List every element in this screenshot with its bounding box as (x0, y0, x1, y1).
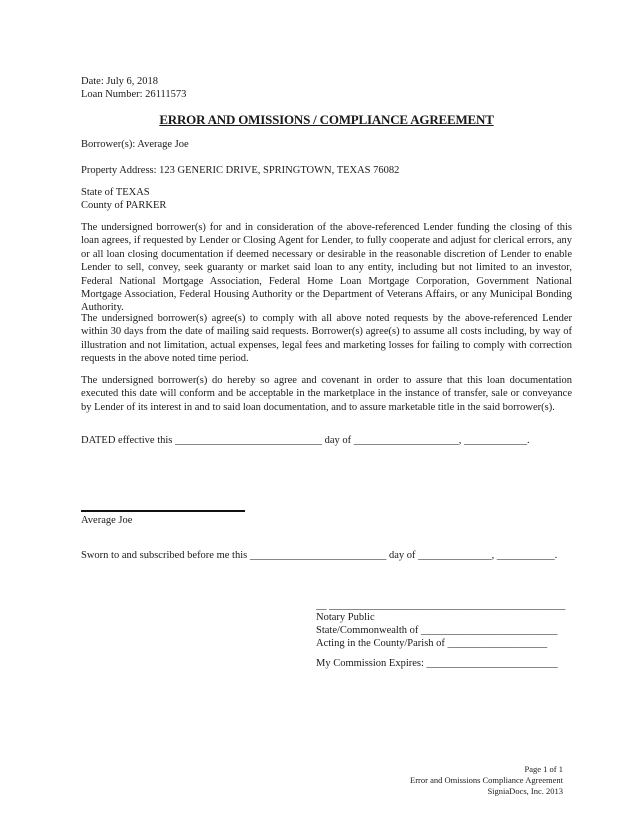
property-address-line: Property Address: 123 GENERIC DRIVE, SPRINGTOWN, TEXAS 76082 (81, 165, 400, 176)
paragraph-covenant: The undersigned borrower(s) do hereby so agree and covenant in order to assure that this loan documentation executed this date will conform and be acceptable in the marketplace in the instance of transfer, sale or conveyance by Lender of its interest in and to said loan documentation, and to assure marketable title in the said borrower(s). (81, 375, 572, 413)
sworn-line: Sworn to and subscribed before me this __________________________ day of ______________, ___________. (81, 550, 558, 561)
footer-page-number: Page 1 of 1 (524, 764, 563, 774)
document-title: ERROR AND OMISSIONS / COMPLIANCE AGREEMENT (159, 112, 494, 127)
notary-county-line: Acting in the County/Parish of ___________________ (316, 638, 548, 649)
borrowers-line: Borrower(s): Average Joe (81, 139, 189, 150)
paragraph-cooperation: The undersigned borrower(s) for and in consideration of the above-referenced Lender funding the closing of this loan agrees, if requested by Lender or Closing Agent for Lender, to fully cooperate and adjust for clerical errors, any or all loan closing documentation if deemed necessary or desirable in the reasonable discretion of Lender to enable Lender to sell, convey, seek guaranty or market said loan to any entity, including but not limited to an investor, Federal National Mortgage Association, Federal Home Loan Mortgage Corporation, Government National Mortgage Association, Federal Housing Authority or the Department of Veterans Affairs, or any Municipal Bonding Authority. (81, 222, 572, 314)
state-line: State of TEXAS (81, 187, 150, 198)
notary-public-label: Notary Public (316, 612, 375, 623)
paragraph-compliance: The undersigned borrower(s) agree(s) to comply with all above noted requests by the above-referenced Lender within 30 days from the date of mailing said requests. Borrower(s) agree(s) to assume all costs including, by way of illustration and not limitation, actual expenses, legal fees and marketing losses for failing to comply with correction requests in the above noted time period. (81, 313, 572, 365)
county-line: County of PARKER (81, 200, 167, 211)
signer-name: Average Joe (81, 515, 133, 526)
footer-copyright: SigniaDocs, Inc. 2013 (487, 786, 563, 796)
footer-document-name: Error and Omissions Compliance Agreement (410, 775, 563, 785)
notary-state-line: State/Commonwealth of __________________________ (316, 625, 558, 636)
borrower-signature-line (81, 510, 245, 512)
date-line: Date: July 6, 2018 (81, 76, 158, 87)
notary-commission-line: My Commission Expires: _________________________ (316, 658, 558, 669)
notary-signature-line: __ _____________________________________________ (316, 600, 566, 611)
loan-number-line: Loan Number: 26111573 (81, 89, 187, 100)
dated-effective-line: DATED effective this ____________________________ day of ____________________, ____________. (81, 435, 530, 446)
